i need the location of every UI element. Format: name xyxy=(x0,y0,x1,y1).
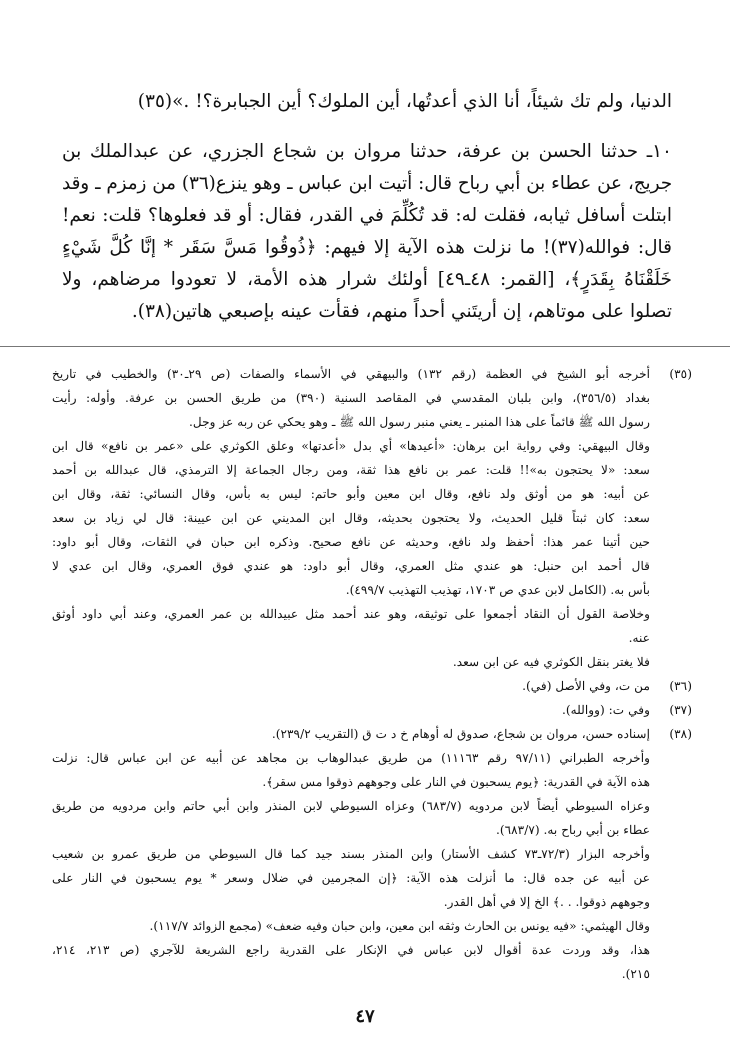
footnote-body xyxy=(52,362,650,674)
footnote-line: إسناده حسن، مروان بن شجاع، صدوق له أوهام خ د ت ق (التقريب ٢٣٩/٢). xyxy=(271,727,650,741)
footnotes xyxy=(52,362,692,986)
main-line: خَلَقْنَاهُ بِقَدَرٍ﴾، [القمر: ٤٨ـ٤٩] أولئك شرار هذه الأمة، لا تعودوا مرضاهم، ولا xyxy=(62,269,672,290)
footnote-line: عنه. xyxy=(628,631,650,645)
footnote-line: فلا يغتر بنقل الكوثري فيه عن ابن سعد. xyxy=(452,655,650,669)
footnote-line: عن أبيه عن جده قال: ما أنزلت هذه الآية: ﴿إن المجرمين في ضلال وسعر * يوم يسحبون في النار على xyxy=(52,871,650,885)
footnote-line: بأس به. (الكامل لابن عدي ص ١٧٠٣، تهذيب التهذيب ٤٩٩/٧). xyxy=(345,583,650,597)
main-text xyxy=(62,86,672,328)
footnote-body xyxy=(52,722,650,986)
footnote-line: رسول الله ﷺ قائماً على هذا المنبر ـ يعني منبر رسول الله ﷺ ـ وهو يحكي عن ربه عز وجل. xyxy=(189,415,650,429)
main-line: جريج، عن عطاء بن أبي رباح قال: أتيت ابن عباس ـ وهو ينزع(٣٦) من زمزم ـ وقد xyxy=(62,173,672,194)
footnote-line: هذه الآية في القدرية: ﴿يوم يسحبون في النار على وجوههم ذوقوا مس سقر﴾. xyxy=(262,775,650,789)
footnote-line: بغداد (٣٥٦/٥)، وابن بلبان المقدسي في المقاصد السنية (٣٩٠) من طريق الحسن بن عرفة. وأوله: رأيت xyxy=(52,391,650,405)
footnote-line: ٢١٥). xyxy=(621,967,650,981)
main-line: الدنيا، ولم تك شيئاً، أنا الذي أعدتُها، أين الملوك؟ أين الجبابرة؟! .»(٣٥) xyxy=(137,91,672,112)
footnote-line: وأخرجه البزار (٧٢/٣ـ٧٣ كشف الأستار) وابن المنذر بسند جيد كما قال السيوطي من طريق عمرو بن شعيب xyxy=(52,847,651,861)
footnote-line: أخرجه أبو الشيخ في العظمة (رقم ١٣٢) والبيهقي في الأسماء والصفات (ص ٢٩ـ٣٠) والخطيب في تاريخ xyxy=(52,367,651,381)
footnote-line: وفي ت: (ووالله). xyxy=(561,703,650,717)
footnote-body xyxy=(52,698,650,722)
footnote-line: سعد: كان ثبتاً قليل الحديث، ولا يحتجون بحديثه، وقال ابن المديني عن ابن عيينة: قال لي زياد بن سعد xyxy=(52,511,650,525)
footnote-line: حين أتينا عمر هذا: أحفظ ولد نافع، وحديثه عن نافع صحيح. وذكره ابن حبان في الثقات، وقال أبو داود: xyxy=(52,535,650,549)
footnote-line: قال أحمد ابن حنبل: هو عندي مثل العمري، وقال أبو داود: هو عندي فوق العمري، وقال ابن عدي لا xyxy=(52,559,650,573)
footnote-separator xyxy=(0,346,730,347)
main-line: قال: فوالله(٣٧)! ما نزلت هذه الآية إلا فيهم: ﴿ذُوقُوا مَسَّ سَقَر * إنَّا كُلَّ شَيْءٍ xyxy=(62,237,672,258)
footnote-line: عن أبيه: هو من أوثق ولد نافع، وقال ابن معين وأبو حاتم: ليس به بأس، وقال النسائي: ثقة، وقال ابن xyxy=(52,487,650,501)
main-line: ابتلت أسافل ثيابه، فقلت له: قد تُكُلِّمَ في القدر، فقال: أو قد فعلوها؟ قلت: نعم! xyxy=(62,205,672,226)
footnote-body xyxy=(52,674,650,698)
footnote-number: (٣٥) xyxy=(669,367,692,381)
footnote-number: (٣٧) xyxy=(669,703,692,717)
footnote-line: وأخرجه الطبراني (٩٧/١١ رقم ١١١٦٣) من طريق عبدالوهاب بن مجاهد عن أبيه عن ابن عباس قال: نزلت xyxy=(52,751,650,765)
footnote-line: من ت، وفي الأصل (في). xyxy=(522,679,650,693)
page-number: ٤٧ xyxy=(355,1006,375,1027)
main-line: ١٠ـ حدثنا الحسن بن عرفة، حدثنا مروان بن شجاع الجزري، عن عبدالملك بن xyxy=(62,141,672,162)
footnote-line: وخلاصة القول أن النقاد أجمعوا على توثيقه، وهو عند أحمد مثل عبيدالله بن عمر العمري، وعند أبي داود أوثق xyxy=(52,607,650,621)
footnote-37 xyxy=(52,698,692,722)
footnote-number: (٣٦) xyxy=(669,679,692,693)
footnote-35 xyxy=(52,362,692,674)
footnote-line: وعزاه السيوطي أيضاً لابن مردويه (٦٨٣/٧) وعزاه السيوطي لابن المنذر وابن أبي حاتم وابن مردويه من طريق xyxy=(52,799,650,813)
footnote-line: وقال الهيثمي: «فيه يونس بن الحارث وثقه ابن معين، وابن حبان وفيه ضعف» (مجمع الزوائد ١١٧/٧). xyxy=(149,919,650,933)
footnote-line: هذا، وقد وردت عدة أقوال لابن عباس في الإنكار على القدرية راجع الشريعة للآجري (ص ٢١٣، ٢١٤، xyxy=(52,943,651,957)
footnote-38 xyxy=(52,722,692,986)
footnote-line: عطاء بن أبي رباح به. (٦٨٣/٧). xyxy=(495,823,650,837)
footnote-line: وقال البيهقي: وفي رواية ابن برهان: «أعيدها» أي بدل «أعدتها» وعلق الكوثري على «عمر بن نافع» قال ابن xyxy=(52,439,650,453)
footnote-line: وجوههم ذوقوا. . .﴾ الخ إلا في أهل القدر. xyxy=(443,895,650,909)
footnote-number: (٣٨) xyxy=(669,727,692,741)
main-line: تصلوا على موتاهم، إن أريتَني أحداً منهم، فقأت عينه بإصبعي هاتين(٣٨). xyxy=(131,301,672,322)
footnote-line: سعد: «لا يحتجون به»!! قلت: عمر بن نافع هذا ثقة، ومن رجال الجماعة إلا الترمذي، قال عبدالله بن أحمد xyxy=(52,463,650,477)
footnote-36 xyxy=(52,674,692,698)
